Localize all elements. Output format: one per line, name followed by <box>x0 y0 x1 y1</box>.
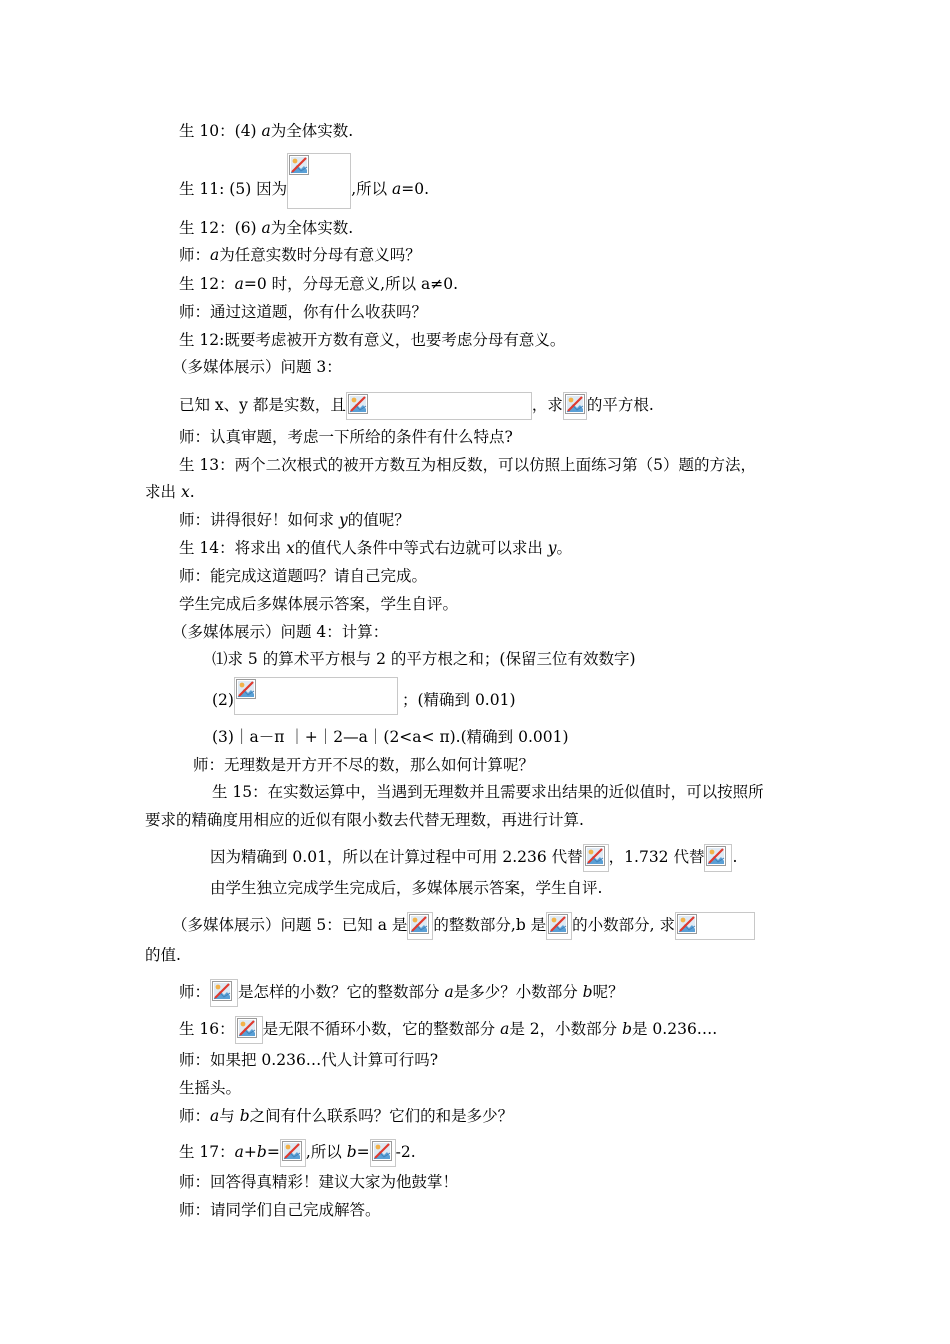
text: 师：回答得真精彩！建议大家为他鼓掌！ <box>179 1173 459 1191</box>
dialogue-line <box>179 218 353 238</box>
dialogue-line <box>179 245 421 265</box>
text: -2. <box>395 1143 416 1161</box>
text: 的值呢？ <box>347 511 410 529</box>
text: (2) <box>212 691 234 709</box>
text: 师： <box>179 246 211 264</box>
broken-image-icon <box>585 846 605 866</box>
text: ,所以 <box>351 180 393 198</box>
text: 师：讲得很好！如何求 <box>179 511 339 529</box>
section-heading <box>172 622 388 642</box>
text: 的值代人条件中等式右边就可以求出 <box>294 539 548 557</box>
dialogue-line <box>179 1139 416 1167</box>
dialogue-line <box>145 810 584 830</box>
text: =0. <box>401 180 430 198</box>
text: 的平方根. <box>586 396 654 414</box>
text: 由学生独立完成学生完成后，多媒体展示答案，学生自评. <box>210 879 603 897</box>
dialogue-line <box>179 455 756 475</box>
formula-image <box>346 392 532 420</box>
text: 生 11: (5) 因为 <box>179 180 288 198</box>
text: ，1.732 代替 <box>608 848 705 866</box>
formula-image <box>546 912 572 940</box>
text: 是 2，小数部分 <box>509 1020 623 1038</box>
text: 是怎样的小数？它的整数部分 <box>238 983 445 1001</box>
dialogue-line <box>179 1200 381 1220</box>
formula-image <box>280 1139 306 1167</box>
text: 师：请同学们自己完成解答。 <box>179 1201 381 1219</box>
text: 师： <box>179 983 211 1001</box>
text: （多媒体展示）问题 5：已知 a 是 <box>172 916 408 934</box>
formula-image <box>210 979 238 1007</box>
text: = <box>266 1143 280 1161</box>
problem-item <box>212 649 636 669</box>
dialogue-line <box>179 274 458 294</box>
text: ⑴求 5 的算术平方根与 2 的平方根之和；(保留三位有效数字) <box>212 650 636 668</box>
dialogue-line <box>179 427 513 447</box>
dialogue-line <box>179 302 427 322</box>
dialogue-line <box>179 538 572 558</box>
dialogue-line <box>179 1016 717 1044</box>
dialogue-line <box>179 171 429 209</box>
text: . <box>189 483 195 501</box>
text: . <box>732 848 738 866</box>
text: （多媒体展示）问题 4：计算： <box>172 623 389 641</box>
variable: a <box>234 1143 244 1161</box>
section-heading <box>172 357 342 377</box>
text: =0 时，分母无意义,所以 a≠0. <box>243 275 459 293</box>
dialogue-line <box>145 945 181 965</box>
problem-item <box>212 687 516 715</box>
broken-image-icon <box>409 914 429 934</box>
broken-image-icon <box>372 1141 392 1161</box>
text: ；(精确到 0.01) <box>401 691 516 709</box>
variable: a <box>444 983 454 1001</box>
variable: b <box>622 1020 632 1038</box>
formula-image <box>287 153 351 209</box>
text: 之间有什么联系吗？它们的和是多少？ <box>249 1107 514 1125</box>
text: 是多少？小数部分 <box>453 983 583 1001</box>
text: ，求 <box>531 396 563 414</box>
broken-image-icon <box>677 914 697 934</box>
text: 师：无理数是开方开不尽的数，那么如何计算呢？ <box>193 756 535 774</box>
text: 要求的精确度用相应的近似有限小数去代替无理数，再进行计算. <box>145 811 584 829</box>
variable: a <box>261 219 271 237</box>
text: 生 10：(4) <box>179 122 262 140</box>
text: 生 12： <box>179 275 235 293</box>
formula-image <box>675 912 755 940</box>
variable: b <box>346 1143 357 1161</box>
dialogue-line <box>179 594 458 614</box>
text: 学生完成后多媒体展示答案，学生自评。 <box>179 595 459 613</box>
variable: x <box>180 483 190 501</box>
text: 求出 <box>145 483 181 501</box>
dialogue-line <box>179 979 624 1007</box>
dialogue-line <box>193 755 534 775</box>
text: 的小数部分, 求 <box>572 916 676 934</box>
broken-image-icon <box>348 394 368 414</box>
text: + <box>243 1143 257 1161</box>
variable: a <box>500 1020 510 1038</box>
variable: a <box>210 246 220 264</box>
text: 的值. <box>145 946 181 964</box>
text: 生 13：两个二次根式的被开方数互为相反数，可以仿照上面练习第（5）题的方法， <box>179 456 757 474</box>
text: 因为精确到 0.01，所以在计算过程中可用 2.236 代替 <box>210 848 583 866</box>
text: 是 0.236…. <box>632 1020 718 1038</box>
text: 生 12:既要考虑被开方数有意义，也要考虑分母有意义。 <box>179 331 566 349</box>
dialogue-line <box>145 482 195 502</box>
text: 为全体实数. <box>270 219 354 237</box>
text: 与 <box>219 1107 240 1125</box>
text: 师： <box>179 1107 211 1125</box>
text: 师：如果把 0.236…代人计算可行吗? <box>179 1051 439 1069</box>
text: 为全体实数. <box>270 122 354 140</box>
variable: a <box>261 122 271 140</box>
text: 生 14：将求出 <box>179 539 287 557</box>
dialogue-line <box>179 1172 458 1192</box>
dialogue-line <box>179 1050 438 1070</box>
dialogue-line <box>179 330 565 350</box>
text: 。 <box>556 539 573 557</box>
text: 呢？ <box>592 983 624 1001</box>
dialogue-line <box>179 121 353 141</box>
variable: a <box>210 1107 220 1125</box>
text: 为任意实数时分母有意义吗？ <box>219 246 421 264</box>
variable: x <box>286 539 295 557</box>
dialogue-line <box>179 566 427 586</box>
formula-image <box>370 1139 396 1167</box>
broken-image-icon <box>548 914 568 934</box>
text: ,所以 <box>305 1143 347 1161</box>
text: 师：认真审题，考虑一下所给的条件有什么特点? <box>179 428 513 446</box>
broken-image-icon <box>565 394 585 414</box>
problem-item <box>212 727 569 747</box>
dialogue-line <box>210 844 737 872</box>
formula-image <box>704 844 732 872</box>
broken-image-icon <box>237 1018 257 1038</box>
broken-image-icon <box>236 679 256 699</box>
broken-image-icon <box>212 981 232 1001</box>
formula-image <box>235 1016 263 1044</box>
text: 生 15：在实数运算中，当遇到无理数并且需要求出结果的近似值时，可以按照所 <box>212 783 764 801</box>
text: = <box>356 1143 370 1161</box>
variable: y <box>338 511 348 529</box>
text: （多媒体展示）问题 3： <box>172 358 342 376</box>
text: 师：通过这道题，你有什么收获吗？ <box>179 303 428 321</box>
text: 生 17： <box>179 1143 235 1161</box>
variable: b <box>582 983 593 1001</box>
formula-image <box>563 392 587 420</box>
variable: y <box>547 539 557 557</box>
broken-image-icon <box>282 1141 302 1161</box>
formula-image <box>583 844 609 872</box>
broken-image-icon <box>289 155 309 175</box>
dialogue-line <box>179 510 410 530</box>
text: 的整数部分,b 是 <box>433 916 547 934</box>
text: 生摇头。 <box>179 1079 242 1097</box>
dialogue-line <box>210 878 602 898</box>
text: (3)｜a－π ｜+｜2—a｜(2<a< π).(精确到 0.001) <box>212 728 569 746</box>
text: 已知 x、y 都是实数，且 <box>179 396 346 414</box>
section-heading <box>172 912 755 940</box>
variable: b <box>239 1107 250 1125</box>
dialogue-line <box>179 1078 241 1098</box>
text: 是无限不循环小数，它的整数部分 <box>262 1020 501 1038</box>
broken-image-icon <box>706 846 726 866</box>
dialogue-line <box>179 1106 513 1126</box>
text: 生 12：(6) <box>179 219 262 237</box>
problem-statement <box>179 392 654 420</box>
dialogue-line <box>212 782 764 802</box>
formula-image <box>234 677 398 715</box>
variable: b <box>256 1143 267 1161</box>
text: 师：能完成这道题吗？请自己完成。 <box>179 567 428 585</box>
text: 生 16： <box>179 1020 235 1038</box>
variable: a <box>234 275 244 293</box>
formula-image <box>407 912 433 940</box>
variable: a <box>392 180 402 198</box>
